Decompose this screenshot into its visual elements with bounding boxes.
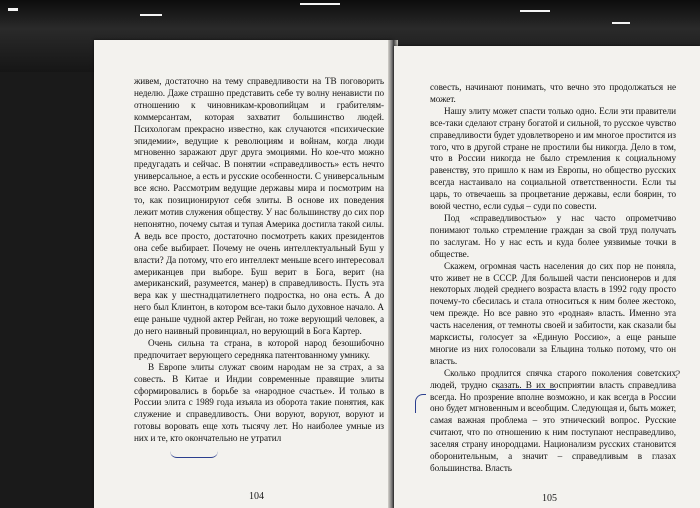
right-paragraph-5: Сколько продлится спячка старого поколения советских людей, трудно сказать. В их восприятии власть справедлива всегда. Но прозрение вполне возможно, и как всегда в России оно будет мгновенным и всеобщим. Следующая и, быть может, самая важная проблема – это этнический вопрос. Русские считают, что по отношению к ним поступают несправедливо, заселяя страну инородцами. Национализм русских становится оборонительным, а значит – справедливым в глазах большинства. Власть [430, 367, 676, 473]
left-paragraph-3: В Европе элиты служат своим народам не за страх, а за совесть. В Китае и Индии современные правящие элиты сформировались в борьбе за «народное счастье». И только в России элита с 1989 года изъяла из оборота такие понятия, как служение и справедливость. Они воруют, воруют, воруют и готовы воровать еще хоть тысячу лет. Но наиболее умные из них и те, кто окончательно не утратил [134, 361, 384, 444]
left-paragraph-2: Очень сильна та страна, в которой народ безошибочно предпочитает верующего середняка патентованному умнику. [134, 337, 384, 360]
pen-underline-mark [498, 389, 556, 390]
pen-bracket-mark [415, 394, 426, 413]
right-paragraph-1: совесть, начинают понимать, что вечно это продолжаться не может. [430, 82, 676, 104]
right-paragraph-4: Скажем, огромная часть населения до сих пор не поняла, что живет не в СССР. Для большей части пенсионеров и для некоторых людей среднего возраста власть в 1992 году просто почему-то сбесилась и стала относиться к ним более жестоко, чем прежде. Но все равно это «родная» власть. Именно эта часть населения, от темноты своей и забитости, как сказали бы марксисты, голосует за «Единую Россию», а еще раньше многие из них голосовали за Ельцина только потому, что он власть. [430, 260, 676, 366]
right-paragraph-2: Нашу элиту может спасти только одно. Если эти правители все-таки сделают страну богатой и сильной, то русское чувство справедливости будет удовлетворено и им многое простится из того, что в другой стране не простили бы никогда. Дело в том, что в России никогда не было стремления к социальному равенству, это пришло к нам из Европы, но общество русских всегда настаивало на социальной ответственности. Если ты царь, то отвечаешь за процветание державы, если боярин, то воюй честно, если судья – суди по совести. [430, 105, 676, 212]
right-page [394, 46, 700, 508]
left-page [94, 40, 392, 508]
right-page-number: 105 [542, 493, 557, 504]
right-paragraph-3: Под «справедливостью» у нас часто опрометчиво понимают только стремление граждан за свой труд получать по заслугам. Но у нас есть и куда более уязвимые точки в обществе. [430, 212, 676, 259]
left-paragraph-1: живем, достаточно на тему справедливости на ТВ поговорить неделю. Даже страшно представить себе ту волну ненависти по отношению к чиновникам-кровопийцам и грабителям-коммерсантам, которая захватит большинство людей. Психологам прекрасно известно, как случаются «психические эпидемии», ведущие к революциям и войнам, когда люди мгновенно заражают друг друга эмоциями. Но кое-что можно предугадать и сейчас. В понятии «справедливость» есть нечто универсальное, а есть и русские особенности. С универсальным все ясно. Рассмотрим ведущие державы мира и посмотрим на то, как позиционируют себя элиты. В основе их поведения лежит мотив служения обществу. У нас большинству до сих пор непонятно, почему сытая и тупая Америка достигла такой силы. А ведь все просто, достаточно посмотреть каких президентов она себе выбирает. Почему не очень интеллектуальный Буш у власти? Да потому, что его интеллект меньше всего интересовал американцев при выборе. Буш верит в Бога, верит (на американский, разумеется, манер) в справедливость. Пусть эта вера как у шестнадцатилетнего подростка, но она есть. А до него был Клинтон, в котором все-таки было духовное начало. А еще раньше чудной актер Рейган, но тоже верующий человек, а до него наивный провинциал, но верующий в Бога Картер. [134, 76, 384, 337]
pen-curve-mark-left [170, 451, 218, 458]
margin-question-mark: ? [674, 367, 680, 381]
right-page-text [430, 82, 676, 475]
left-page-text [134, 76, 384, 445]
left-page-number: 104 [249, 491, 264, 502]
